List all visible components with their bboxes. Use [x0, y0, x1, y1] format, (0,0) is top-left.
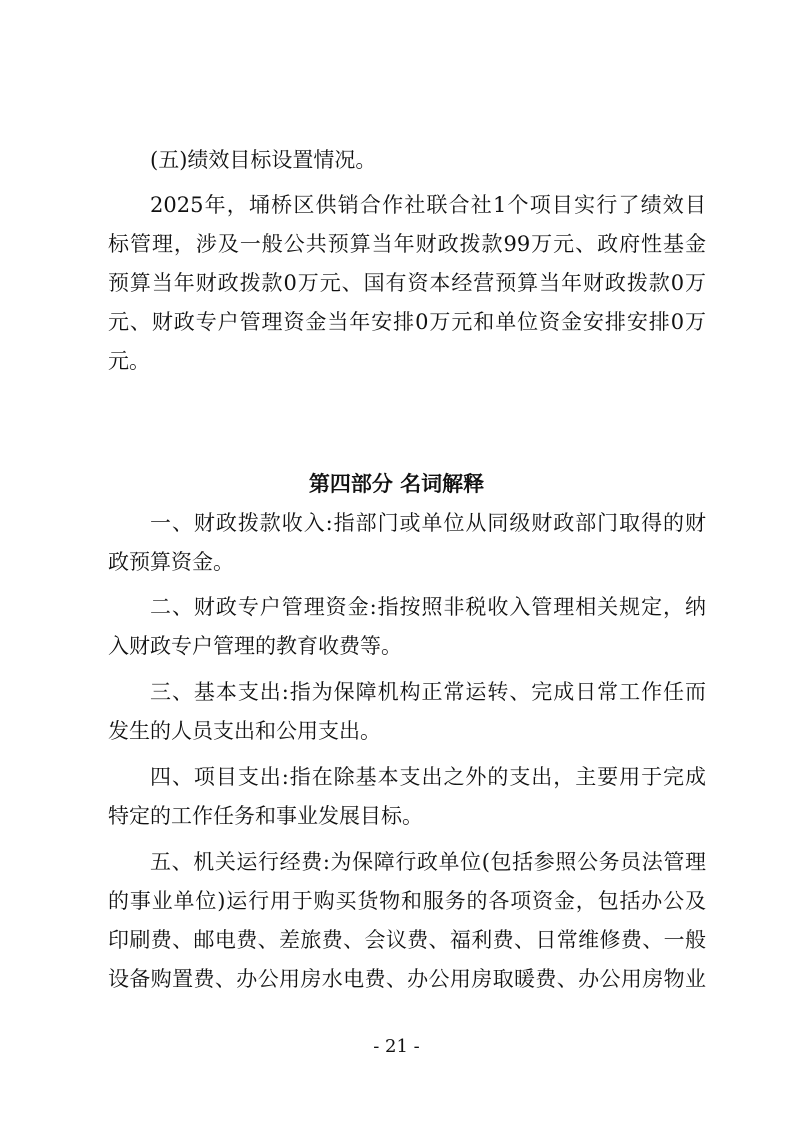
text-line: 政预算资金。 [108, 550, 234, 574]
text-line: 入财政专户管理的教育收费等。 [108, 634, 402, 658]
text-line: 一、财政拨款收入:指部门或单位从同级财政部门取得的财 [150, 511, 706, 535]
text-line: 2025年，埇桥区供销合作社联合社1个项目实行了绩效目 [150, 193, 706, 217]
text-line: 三、基本支出:指为保障机构正常运转、完成日常工作任而 [150, 680, 706, 704]
section5-title: (五)绩效目标设置情况。 [150, 148, 377, 172]
text-line: 标管理，涉及一般公共预算当年财政拨款99万元、政府性基金 [108, 232, 706, 256]
text-line: 特定的工作任务和事业发展目标。 [108, 804, 423, 828]
page-number: - 21 - [373, 1036, 420, 1057]
text-line: 的事业单位)运行用于购买货物和服务的各项资金，包括办公及 [108, 889, 706, 913]
text-line: 发生的人员支出和公用支出。 [108, 719, 381, 743]
text-line: 五、机关运行经费:为保障行政单位(包括参照公务员法管理 [150, 850, 706, 874]
text-line: 设备购置费、办公用房水电费、办公用房取暖费、办公用房物业 [108, 967, 706, 991]
text-line: 元。 [108, 349, 150, 373]
text-line: 元、财政专户管理资金当年安排0万元和单位资金安排安排0万 [108, 310, 706, 334]
text-line: 预算当年财政拨款0万元、国有资本经营预算当年财政拨款0万 [108, 271, 706, 295]
text-line: 二、财政专户管理资金:指按照非税收入管理相关规定，纳 [150, 595, 706, 619]
text-line: 四、项目支出:指在除基本支出之外的支出，主要用于完成 [150, 765, 706, 789]
text-line: 印刷费、邮电费、差旅费、会议费、福利费、日常维修费、一般 [108, 928, 706, 952]
section-heading: 第四部分 名词解释 [308, 472, 485, 496]
